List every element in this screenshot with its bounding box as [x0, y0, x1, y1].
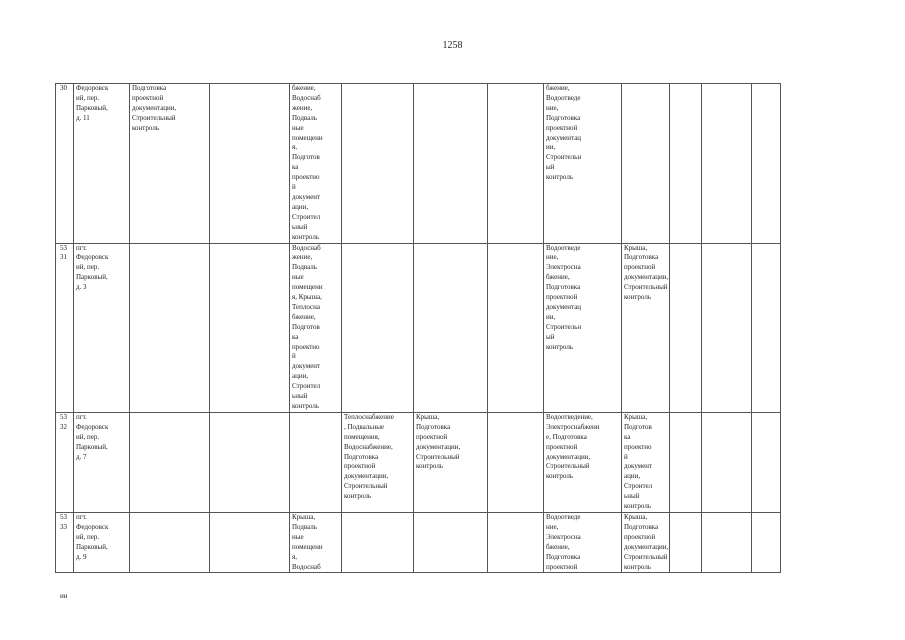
work-cell: [670, 412, 702, 512]
cell-text-line: проектной: [416, 432, 448, 441]
cell-text-line: ные: [292, 532, 304, 541]
cell-text-line: Парковый,: [76, 273, 108, 282]
work-cell: [130, 512, 210, 572]
work-cell: [622, 243, 670, 412]
cell-text-line: 32: [60, 422, 67, 431]
cell-text-line: д. 11: [76, 113, 90, 122]
cell-text-line: Подготовка: [546, 552, 581, 561]
cell-text-line: Подготовка: [416, 422, 451, 431]
cell-text-line: Водоотведе: [546, 512, 581, 521]
cell-text-line: ии,: [546, 143, 556, 152]
cell-text-line: проектной: [546, 293, 578, 302]
cell-text-line: ации,: [292, 202, 309, 211]
cell-text-line: бжение,: [292, 84, 316, 92]
cell-text-line: 31: [60, 253, 67, 262]
address-cell: [74, 512, 130, 572]
cell-text-line: помещени: [292, 133, 323, 142]
cell-text-line: контроль: [344, 492, 372, 501]
cell-text-line: Крыша,: [624, 243, 648, 252]
work-cell: [544, 243, 622, 412]
cell-text-line: Федоровск: [76, 253, 109, 262]
work-cell: [290, 243, 342, 412]
work-cell: [342, 512, 414, 572]
footer-mark: ии: [60, 592, 68, 600]
cell-text-line: ьный: [624, 492, 640, 501]
work-cell: [488, 412, 544, 512]
cell-text-line: Строительн: [546, 322, 582, 331]
cell-text-line: помещени: [292, 542, 323, 551]
cell-text-line: Строител: [292, 382, 321, 391]
cell-text-line: 33: [60, 522, 67, 531]
work-cell: [752, 512, 781, 572]
cell-text-line: проектно: [624, 442, 652, 451]
cell-text-line: Водоснаб: [292, 243, 321, 252]
cell-text-line: контроль: [292, 232, 320, 241]
cell-text-line: Строител: [292, 212, 321, 221]
cell-text-line: проектной: [546, 562, 578, 571]
cell-text-line: бжение,: [546, 542, 570, 551]
cell-text-line: жение,: [292, 253, 313, 262]
cell-text-line: проектной: [546, 442, 578, 451]
cell-text-line: документации,: [344, 472, 389, 481]
work-cell: [210, 512, 290, 572]
cell-text-line: Теплосна: [292, 302, 320, 311]
cell-text-line: контроль: [546, 472, 574, 481]
work-cell: [342, 412, 414, 512]
work-cell: [342, 243, 414, 412]
cell-text-line: д. 7: [76, 452, 87, 461]
cell-text-line: контроль: [416, 462, 444, 471]
cell-text-line: Строительный: [624, 552, 668, 561]
cell-text-line: контроль: [624, 502, 652, 511]
cell-text-line: Подготовка: [546, 113, 581, 122]
cell-text-line: проектной: [132, 93, 164, 102]
cell-text-line: 53: [60, 512, 67, 521]
work-cell: [670, 84, 702, 244]
cell-text-line: Подваль: [292, 113, 317, 122]
work-cell: [210, 412, 290, 512]
cell-text-line: Строительн: [546, 153, 582, 162]
row-number-cell: [56, 84, 74, 244]
cell-text-line: проектной: [546, 123, 578, 132]
cell-text-line: бжение,: [546, 84, 570, 92]
work-cell: [290, 512, 342, 572]
row-number-cell: [56, 512, 74, 572]
cell-text-line: я, Крыша,: [292, 293, 322, 302]
work-cell: [488, 84, 544, 244]
cell-text-line: е, Подготовка: [546, 432, 587, 441]
table-row: [56, 243, 781, 412]
cell-text-line: документации,: [624, 542, 669, 551]
cell-text-line: бжение,: [546, 273, 570, 282]
work-cell: [210, 84, 290, 244]
table-row: [56, 512, 781, 572]
cell-text-line: Строительный: [344, 482, 388, 491]
cell-text-line: Водоотведе: [546, 243, 581, 252]
cell-text-line: ные: [292, 273, 304, 282]
cell-text-line: проектно: [292, 173, 320, 182]
work-cell: [622, 84, 670, 244]
work-cell: [130, 84, 210, 244]
cell-text-line: Подготов: [292, 322, 320, 331]
cell-text-line: Водоотведение,: [546, 412, 593, 421]
work-cell: [544, 412, 622, 512]
works-table: [55, 83, 781, 573]
work-cell: [622, 512, 670, 572]
cell-text-line: ий, пер.: [76, 93, 100, 102]
cell-text-line: ка: [292, 163, 299, 172]
cell-text-line: ации,: [292, 372, 309, 381]
cell-text-line: проектной: [624, 532, 656, 541]
cell-text-line: ка: [624, 432, 631, 441]
cell-text-line: пгт.: [76, 243, 87, 252]
cell-text-line: Федоровск: [76, 522, 109, 531]
cell-text-line: Подготов: [624, 422, 652, 431]
cell-text-line: Подготовка: [344, 452, 379, 461]
cell-text-line: ий, пер.: [76, 432, 100, 441]
cell-text-line: Теплоснабжение: [344, 412, 394, 421]
work-cell: [210, 243, 290, 412]
cell-text-line: ации,: [624, 472, 641, 481]
cell-text-line: Водоотведе: [546, 93, 581, 102]
cell-text-line: Парковый,: [76, 442, 108, 451]
work-cell: [702, 243, 752, 412]
cell-text-line: Подваль: [292, 522, 317, 531]
work-cell: [342, 84, 414, 244]
cell-text-line: бжение,: [292, 312, 316, 321]
cell-text-line: д. 3: [76, 283, 87, 292]
cell-text-line: ьный: [292, 392, 308, 401]
cell-text-line: Электросна: [546, 263, 581, 272]
work-cell: [702, 512, 752, 572]
cell-text-line: , Подвальные: [344, 422, 385, 431]
cell-text-line: Водоснабжение,: [344, 442, 393, 451]
work-cell: [414, 243, 488, 412]
cell-text-line: ние,: [546, 522, 559, 531]
cell-text-line: контроль: [546, 342, 574, 351]
work-cell: [290, 84, 342, 244]
cell-text-line: помещени: [292, 283, 323, 292]
work-cell: [130, 412, 210, 512]
cell-text-line: ка: [292, 332, 299, 341]
work-cell: [414, 512, 488, 572]
cell-text-line: д. 9: [76, 552, 87, 561]
work-cell: [752, 412, 781, 512]
cell-text-line: Крыша,: [292, 512, 316, 521]
cell-text-line: 30: [60, 84, 67, 92]
address-cell: [74, 243, 130, 412]
cell-text-line: Водоснаб: [292, 93, 321, 102]
cell-text-line: Строительный: [416, 452, 460, 461]
cell-text-line: Строительный: [132, 113, 176, 122]
cell-text-line: контроль: [624, 293, 652, 302]
cell-text-line: ние,: [546, 103, 559, 112]
cell-text-line: документ: [292, 192, 321, 201]
row-number-cell: [56, 412, 74, 512]
cell-text-line: ый: [546, 332, 555, 341]
work-cell: [702, 84, 752, 244]
cell-text-line: Строител: [624, 482, 653, 491]
cell-text-line: Крыша,: [416, 412, 440, 421]
work-cell: [670, 512, 702, 572]
cell-text-line: ий, пер.: [76, 532, 100, 541]
cell-text-line: Крыша,: [624, 412, 648, 421]
cell-text-line: ии,: [546, 312, 556, 321]
cell-text-line: пгт.: [76, 412, 87, 421]
work-cell: [670, 243, 702, 412]
work-cell: [488, 512, 544, 572]
cell-text-line: Крыша,: [624, 512, 648, 521]
cell-text-line: контроль: [546, 173, 574, 182]
cell-text-line: Электросна: [546, 532, 581, 541]
cell-text-line: контроль: [624, 562, 652, 571]
page-number: 1258: [442, 40, 463, 51]
cell-text-line: Подготовка: [624, 253, 659, 262]
address-cell: [74, 412, 130, 512]
cell-text-line: Строительный: [624, 283, 668, 292]
work-cell: [414, 412, 488, 512]
cell-text-line: Подготов: [292, 153, 320, 162]
cell-text-line: Строительный: [546, 462, 590, 471]
work-cell: [752, 243, 781, 412]
cell-text-line: ый: [546, 163, 555, 172]
cell-text-line: помещения,: [344, 432, 380, 441]
row-number-cell: [56, 243, 74, 412]
cell-text-line: документац: [546, 302, 582, 311]
work-cell: [544, 84, 622, 244]
cell-text-line: 53: [60, 412, 67, 421]
cell-text-line: ные: [292, 123, 304, 132]
cell-text-line: Федоровск: [76, 84, 109, 92]
cell-text-line: жение,: [292, 103, 313, 112]
cell-text-line: ий, пер.: [76, 263, 100, 272]
cell-text-line: контроль: [292, 402, 320, 410]
table-row: [56, 84, 781, 244]
cell-text-line: Подготовка: [624, 522, 659, 531]
work-cell: [488, 243, 544, 412]
cell-text-line: документации,: [416, 442, 461, 451]
cell-text-line: Электроснабжени: [546, 422, 600, 431]
address-cell: [74, 84, 130, 244]
cell-text-line: Подготовка: [132, 84, 167, 92]
cell-text-line: проектно: [292, 342, 320, 351]
cell-text-line: проектной: [624, 263, 656, 272]
cell-text-line: документации,: [546, 452, 591, 461]
work-cell: [622, 412, 670, 512]
cell-text-line: я,: [292, 552, 297, 561]
table-row: [56, 412, 781, 512]
cell-text-line: Подваль: [292, 263, 317, 272]
cell-text-line: ьный: [292, 222, 308, 231]
cell-text-line: документации,: [132, 103, 177, 112]
cell-text-line: ние,: [546, 253, 559, 262]
cell-text-line: й: [624, 452, 628, 461]
cell-text-line: 53: [60, 243, 67, 252]
cell-text-line: Подготовка: [546, 283, 581, 292]
cell-text-line: проектной: [344, 462, 376, 471]
cell-text-line: Парковый,: [76, 542, 108, 551]
cell-text-line: Водоснаб: [292, 562, 321, 571]
cell-text-line: документац: [546, 133, 582, 142]
cell-text-line: Федоровск: [76, 422, 109, 431]
work-cell: [290, 412, 342, 512]
work-cell: [752, 84, 781, 244]
cell-text-line: документ: [624, 462, 653, 471]
cell-text-line: контроль: [132, 123, 160, 132]
cell-text-line: й: [292, 183, 296, 192]
work-cell: [130, 243, 210, 412]
cell-text-line: пгт.: [76, 512, 87, 521]
work-cell: [702, 412, 752, 512]
cell-text-line: Парковый,: [76, 103, 108, 112]
work-cell: [414, 84, 488, 244]
cell-text-line: й: [292, 352, 296, 361]
work-cell: [544, 512, 622, 572]
cell-text-line: я,: [292, 143, 297, 152]
cell-text-line: документации,: [624, 273, 669, 282]
cell-text-line: документ: [292, 362, 321, 371]
